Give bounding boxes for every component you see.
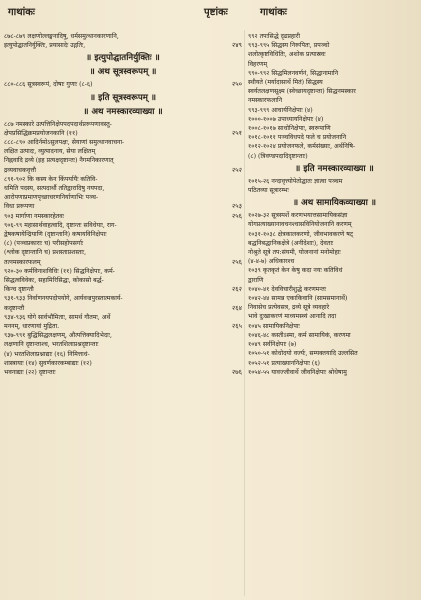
entry-text: निवासेच प्रत्येवसत्र, द्रव्ये सूत्रे व्यवहारे <box>248 304 330 312</box>
entry-text: स्थीयते (मर्यादासार्थे मितं) सिद्धस्य <box>248 79 323 87</box>
entry-text: ९९२ तपःसिद्धे दृढप्रहारी <box>248 33 300 40</box>
entry-text: ९०३ मार्गाणा नमस्कारहेतवः <box>4 212 64 220</box>
left-column <box>4 32 242 377</box>
index-entry <box>4 285 242 294</box>
entry-text: शलोत्कृष्टविधितिः, अशोक प्रत्यास्रवः <box>248 51 326 59</box>
entry-text: मननम्, धारणायां मुद्रिता. <box>4 323 60 331</box>
index-entry <box>4 193 242 202</box>
entry-text: पठितव्या सूत्रारम्भः <box>248 187 289 195</box>
column-divider <box>244 30 245 596</box>
entry-text: द्वाराणि <box>248 276 264 284</box>
entry-text: ८८८-८९० आदिर्नमोऽसुलपक्षः, सेयाणां समुत्थानवाचना- <box>4 139 125 147</box>
entry-text: ९०६-९९ महासार्थवाहत्वादि, दृष्टान्तः सविधेयाः, राग- <box>4 221 117 229</box>
entry-text: शास्त्रायाः (१४) सुवर्णकारकम्बाद्याः (१२) <box>4 359 92 367</box>
index-entry <box>4 322 242 331</box>
index-entry <box>4 221 242 230</box>
index-entry <box>248 248 421 257</box>
entry-text: (४) भरतशिलाप्रश्नाद्याः (१६) निमित्ताधं- <box>4 350 90 358</box>
index-entry <box>4 359 242 368</box>
index-entry <box>4 156 242 165</box>
entry-text: ९९०-९९२ सिद्धमिलनवर्णनं, सिद्धानामानि <box>248 69 339 77</box>
index-entry <box>4 350 242 359</box>
entry-text: १०४६-४८ कस्तीऽस्मा, कर्म सामायिकं, करणमा <box>248 331 351 339</box>
entry-text: द्रव्यवाचकवृत्तौ <box>4 166 37 174</box>
entry-text: १०४९ सर्वनिक्षेपाः (७) <box>248 341 297 349</box>
page-number: २४९ <box>231 41 242 50</box>
entry-text: ९३४-९३६ योगे सार्वभौमिताः, सामर्थ गौतमः, अर्थे <box>4 313 111 321</box>
index-entry <box>4 331 242 340</box>
index-entry <box>248 106 421 115</box>
entry-text: विहरणम् <box>248 60 268 68</box>
entry-text: (श्लोक दृष्टान्तानि च) प्रशस्ताप्रशस्ताः, <box>4 249 87 257</box>
header-right-label: गाथांकः <box>260 7 287 18</box>
entry-text: १०५४-५५ यावज्जीवार्थे जीवनिक्षेपाः श्रोधेषामु <box>248 368 347 376</box>
index-entry <box>248 60 421 69</box>
entry-text: आरोपणाप्रमाणपृच्छाचरणनिर्याणाभिः पञ्च- <box>4 194 99 202</box>
page-number: २५६ <box>231 257 242 266</box>
page-number: २५२ <box>231 165 242 174</box>
entry-text: योगप्रत्याख्यानावचनश्चासविनियोजनानि करणम् <box>248 221 352 229</box>
entry-text: १०५२-५१ प्रत्याख्याननिक्षेपाः (६) <box>248 359 320 367</box>
page-number: २६५ <box>231 322 242 331</box>
index-entry <box>4 267 242 276</box>
entry-text: द्वेषकषायेन्द्रियाणि (दृष्टान्तानि) कषायविनिक्षेपाः <box>4 231 107 239</box>
page-number: २७६ <box>231 368 242 377</box>
index-entry <box>4 368 242 377</box>
entry-text: ९९३-९९९ आचार्यनिक्षेपाः (४) <box>248 106 313 114</box>
index-entry <box>4 166 242 175</box>
header-page-label: पृष्टांकः <box>204 7 228 18</box>
index-entry <box>248 50 421 59</box>
right-column <box>248 32 421 377</box>
entry-text: ९२०-३० कर्मविनाशविधिः (११) सिद्धनिक्षेपाः, कर्म- <box>4 267 115 275</box>
index-entry <box>4 212 242 221</box>
index-entry <box>4 248 242 257</box>
header-left-label: गाथांकः <box>8 7 35 18</box>
entry-text: ९३१-९३३ निर्वाणनयपदोपयोगे, आर्यवज्रपुरस्तात्मकार्य- <box>4 295 123 303</box>
entry-text: भवनाद्याः (२२) दृष्टान्ताः <box>4 369 56 377</box>
index-entry <box>248 257 421 266</box>
index-entry <box>248 87 421 96</box>
page-number: २५१ <box>231 128 242 137</box>
index-entry <box>248 239 421 248</box>
page-number: २६२ <box>231 285 242 294</box>
index-entry <box>4 340 242 349</box>
entry-text: १०१८-१०११ पञ्चविधपदे फले च प्रयोजनानि <box>248 134 347 142</box>
index-entry <box>4 184 242 193</box>
index-entry <box>248 331 421 340</box>
index-entry <box>248 266 421 275</box>
page-number: २५६ <box>231 211 242 220</box>
entry-text: १०३१-१०३८ क्षेत्रकालकरणो, जीवभावकरणे षट् <box>248 230 353 238</box>
entry-text: ८७८-८७९ लक्षणोल्लङ्घनादिषु, धर्मसमुत्थानकारणानि, <box>4 33 119 40</box>
index-entry <box>4 147 242 156</box>
index-entry <box>4 32 242 41</box>
index-entry <box>4 175 242 184</box>
index-entry <box>248 177 421 186</box>
entry-text: (८) (त्रिवण्डपदादिदृष्टान्ताः) <box>248 152 308 160</box>
entry-text: (४-४-७) अधिकारश्च <box>248 258 295 266</box>
entry-text: नमस्कारफलानि <box>248 97 283 105</box>
entry-text: (८) (पञ्चप्रकाराः च) परीसहोपसर्गाः <box>4 240 84 248</box>
entry-text: सिद्धत्वविवेकः, सहामिरिसिद्धः, कोकासो बर्द्ध- <box>4 277 104 285</box>
entry-text: इत्युपोद्घातनिर्युक्तिः, प्रयासादेः उद्गतिः, <box>4 42 86 50</box>
index-entry <box>4 294 242 303</box>
index-entry <box>248 115 421 124</box>
entry-text: तत्नमस्कारफलम् <box>4 258 41 266</box>
entry-text: ८८७ नमस्कारे उत्पत्तिनिक्षेपपदपदार्थप्ररूपणावस्तु- <box>4 120 112 128</box>
index-entry <box>248 359 421 368</box>
section-heading: ॥ अथ नमस्कारव्याख्या ॥ <box>4 106 242 118</box>
entry-text: कदृष्टान्तौ <box>4 304 25 312</box>
index-entry <box>4 239 242 248</box>
index-entry <box>248 230 421 239</box>
index-entry <box>248 142 421 151</box>
entry-text: विधा प्ररूपणा <box>4 203 35 211</box>
entry-text: धमिति पदस्य, सत्पदार्थौ ततिद्वारादिषु नयपदा, <box>4 185 105 193</box>
index-entry <box>248 133 421 142</box>
entry-text: ९९३-९९५ सिद्धस्य निरूपितः, प्रपञ्चो <box>248 42 330 50</box>
index-entry <box>248 124 421 133</box>
index-entry <box>4 138 242 147</box>
page-number: २६४ <box>231 303 242 312</box>
index-entry <box>248 211 421 220</box>
entry-text: किन्च दृष्टान्तौ <box>4 286 34 294</box>
entry-text: १०००-१००७ उपाध्यायनिक्षेपाः (४) <box>248 115 324 123</box>
index-entry <box>248 41 421 50</box>
index-entry <box>248 186 421 195</box>
index-entry <box>4 276 242 285</box>
entry-text: नोश्रुते सूत्रे तप:संयमी, योजनानां मनोमोहाः <box>248 249 341 257</box>
index-entry <box>4 80 242 89</box>
section-heading: ॥ इति सूत्रस्वरूपम् ॥ <box>4 92 242 104</box>
page-number: २५३ <box>231 202 242 211</box>
entry-text: स्वर्यतलक्षणसूक्ष्म (स्वेच्छायदृष्टान्ता) सिद्धनमस्कार <box>248 88 356 96</box>
index-entry <box>248 285 421 294</box>
index-entry <box>4 230 242 239</box>
index-entry <box>4 41 242 50</box>
entry-text: १०१२-१०२४ प्रयोजनफले, कर्मसंख्याः, अर्थनिषि- <box>248 143 356 151</box>
index-entry <box>248 152 421 161</box>
entry-text: १०५०-५१ कोधोदयो वर्ज्यः, सम्यक्तयादि उल्लसित <box>248 350 358 358</box>
index-entry <box>248 368 421 377</box>
entry-text: १०२७-३२ सूत्रस्पर्शे करणभयात्तसामायिकसंज्ञा <box>248 212 348 220</box>
index-entry <box>248 276 421 285</box>
index-entry <box>248 96 421 105</box>
index-entry <box>4 313 242 322</box>
page-number: २५० <box>231 80 242 89</box>
entry-text: बद्धनिबद्धानिकक्षेत्रे (अनीदेशाः), देवताः <box>248 239 334 247</box>
index-entry <box>248 312 421 321</box>
entry-text: निह्नवादि द्रव्ये (इह प्रत्यक्षदृष्टान्तः) नैगमनिकारणात् <box>4 157 114 165</box>
entry-text: १०४२-४४ सामन्न एकाकिवानि (सामसमानार्थे) <box>248 295 348 303</box>
entry-text: १०४०-४१ देवविचारीशुद्धे करणमन्तः <box>248 285 327 293</box>
index-entry <box>248 322 421 331</box>
entry-text: ८९१-९०२ कि कस्य केन किंपर्यायैः कतिवि- <box>4 175 98 183</box>
entry-text: १०३९ कृतकृतं केन केषु कदा नयः कतिविधं <box>248 267 343 275</box>
index-entry <box>248 32 421 41</box>
entry-text: लक्षित उत्पादः, व्युत्पादनाय, सेया लक्षितम् <box>4 148 96 156</box>
section-heading: ॥ अथ सामायिकव्याख्या ॥ <box>248 197 421 209</box>
entry-text: भावे दुःखाकरणं माध्यमस्थ्यं आनादि तदा <box>248 313 337 321</box>
index-entry <box>248 78 421 87</box>
index-entry <box>4 258 242 267</box>
index-entry <box>248 69 421 78</box>
index-entry <box>4 202 242 211</box>
entry-text: क्षेपप्रसिद्धिक्रमप्रयोजनकानि (११) <box>4 129 78 137</box>
section-heading: ॥ इति नमस्कारव्याख्या ॥ <box>248 163 421 175</box>
index-entry <box>4 304 242 313</box>
index-entry <box>248 349 421 358</box>
index-entry <box>248 303 421 312</box>
entry-text: ९३७-९९१ बुद्धिसिद्धलक्षणम्, औत्पत्तिक्यादिभेदाः, <box>4 332 112 340</box>
index-entry <box>4 129 242 138</box>
entry-text: १००८-१०१७ साधोनिक्षेपाः, स्वरूपाणि <box>248 125 331 133</box>
section-heading: ॥ अथ सूत्रस्वरूपम् ॥ <box>4 66 242 78</box>
entry-text: १०१५-२६ नन्दावृत्त्योपेतोद्घातः ज्ञात्वा पञ्चम <box>248 177 343 185</box>
entry-text: ८८०-८८६ सूत्रस्वरूपं, दोषाः गुणाः (८-६) <box>4 81 93 89</box>
index-entry <box>248 340 421 349</box>
index-entry <box>4 120 242 129</box>
index-entry <box>248 294 421 303</box>
entry-text: १०४५ सामायिकनिक्षेपाः <box>248 322 300 330</box>
index-entry <box>248 220 421 229</box>
section-heading: ॥ इत्युपोद्घातनिर्युक्तिः ॥ <box>4 52 242 64</box>
entry-text: लक्षणानि दृष्टान्ताश्च, भरतशिलाप्रश्नदृष्टान्ताः <box>4 341 99 349</box>
